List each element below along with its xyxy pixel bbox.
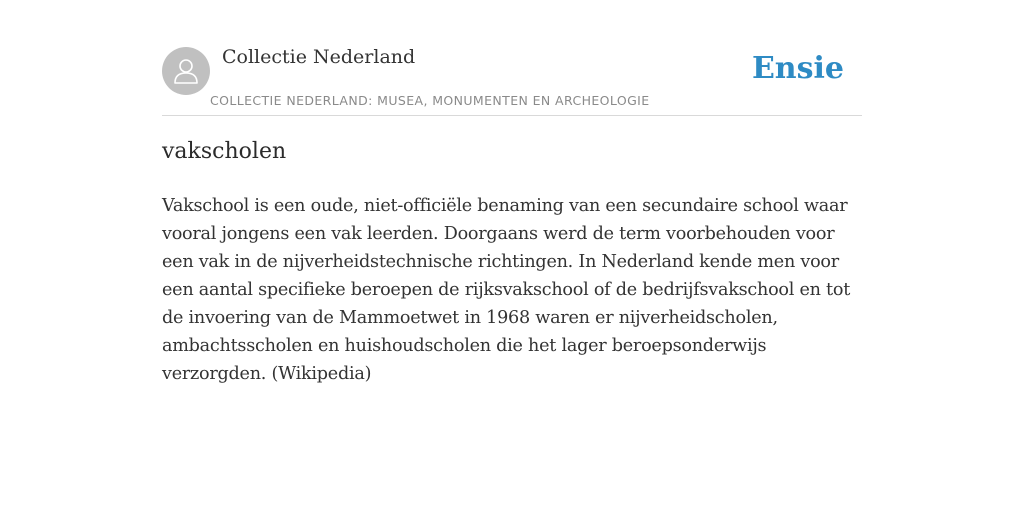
user-silhouette-icon [162, 47, 210, 95]
page-title: vakscholen [162, 139, 287, 164]
source-label[interactable]: COLLECTIE NEDERLAND: MUSEA, MONUMENTEN EN ARCHEOLOGIE [210, 93, 650, 108]
article-body: Vakschool is een oude, niet-officiële benaming van een secundaire school waar vooral jongens een vak leerden. Doorgaans werd de term voorbehouden voor een vak in de nijverheidstechnische richtingen. In Nederland kende men voor een aantal specifieke beroepen de rijksvakschool of de bedrijfsvakschool en tot de invoering van de Mammoetwet in 1968 waren er nijverheidscholen, ambachtsscholen en huishoudscholen die het lager beroepsonderwijs verzorgden. (Wikipedia) [162, 196, 851, 384]
header [162, 38, 862, 116]
author-name[interactable]: Collectie Nederland [222, 46, 416, 68]
ensie-logo[interactable]: Ensie [751, 51, 844, 86]
avatar[interactable] [162, 47, 210, 95]
